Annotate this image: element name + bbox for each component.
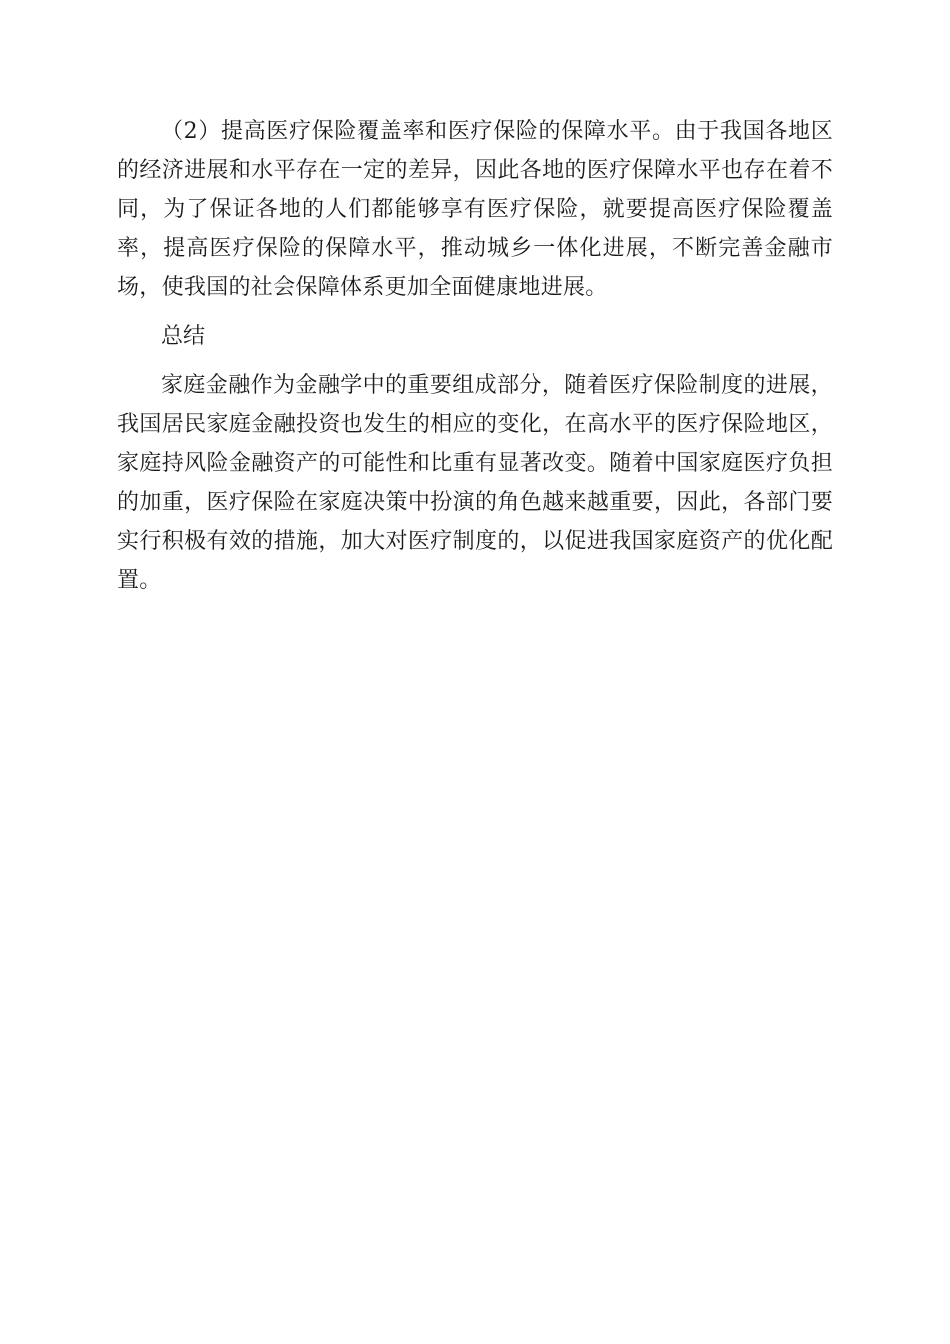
paragraph-medical-insurance: （2）提高医疗保险覆盖率和医疗保险的保障水平。由于我国各地区的经济进展和水平存在一定的差异，因此各地的医疗保障水平也存在着不同，为了保证各地的人们都能够享有医疗保险，就要提高医疗保险覆盖率，提高医疗保险的保障水平，推动城乡一体化进展，不断完善金融市场，使我国的社会保障体系更加全面健康地进展。 (117, 119, 833, 300)
paragraph-summary: 家庭金融作为金融学中的重要组成部分，随着医疗保险制度的进展，我国居民家庭金融投资也发生的相应的变化，在高水平的医疗保险地区，家庭持风险金融资产的可能性和比重有显著改变。随着中国家庭医疗负担的加重，医疗保险在家庭决策中扮演的角色越来越重要，因此，各部门要实行积极有效的措施，加大对医疗制度的，以促进我国家庭资产的优化配置。 (117, 373, 833, 593)
section-heading-summary: 总结 (161, 324, 206, 349)
document-page (117, 112, 833, 600)
